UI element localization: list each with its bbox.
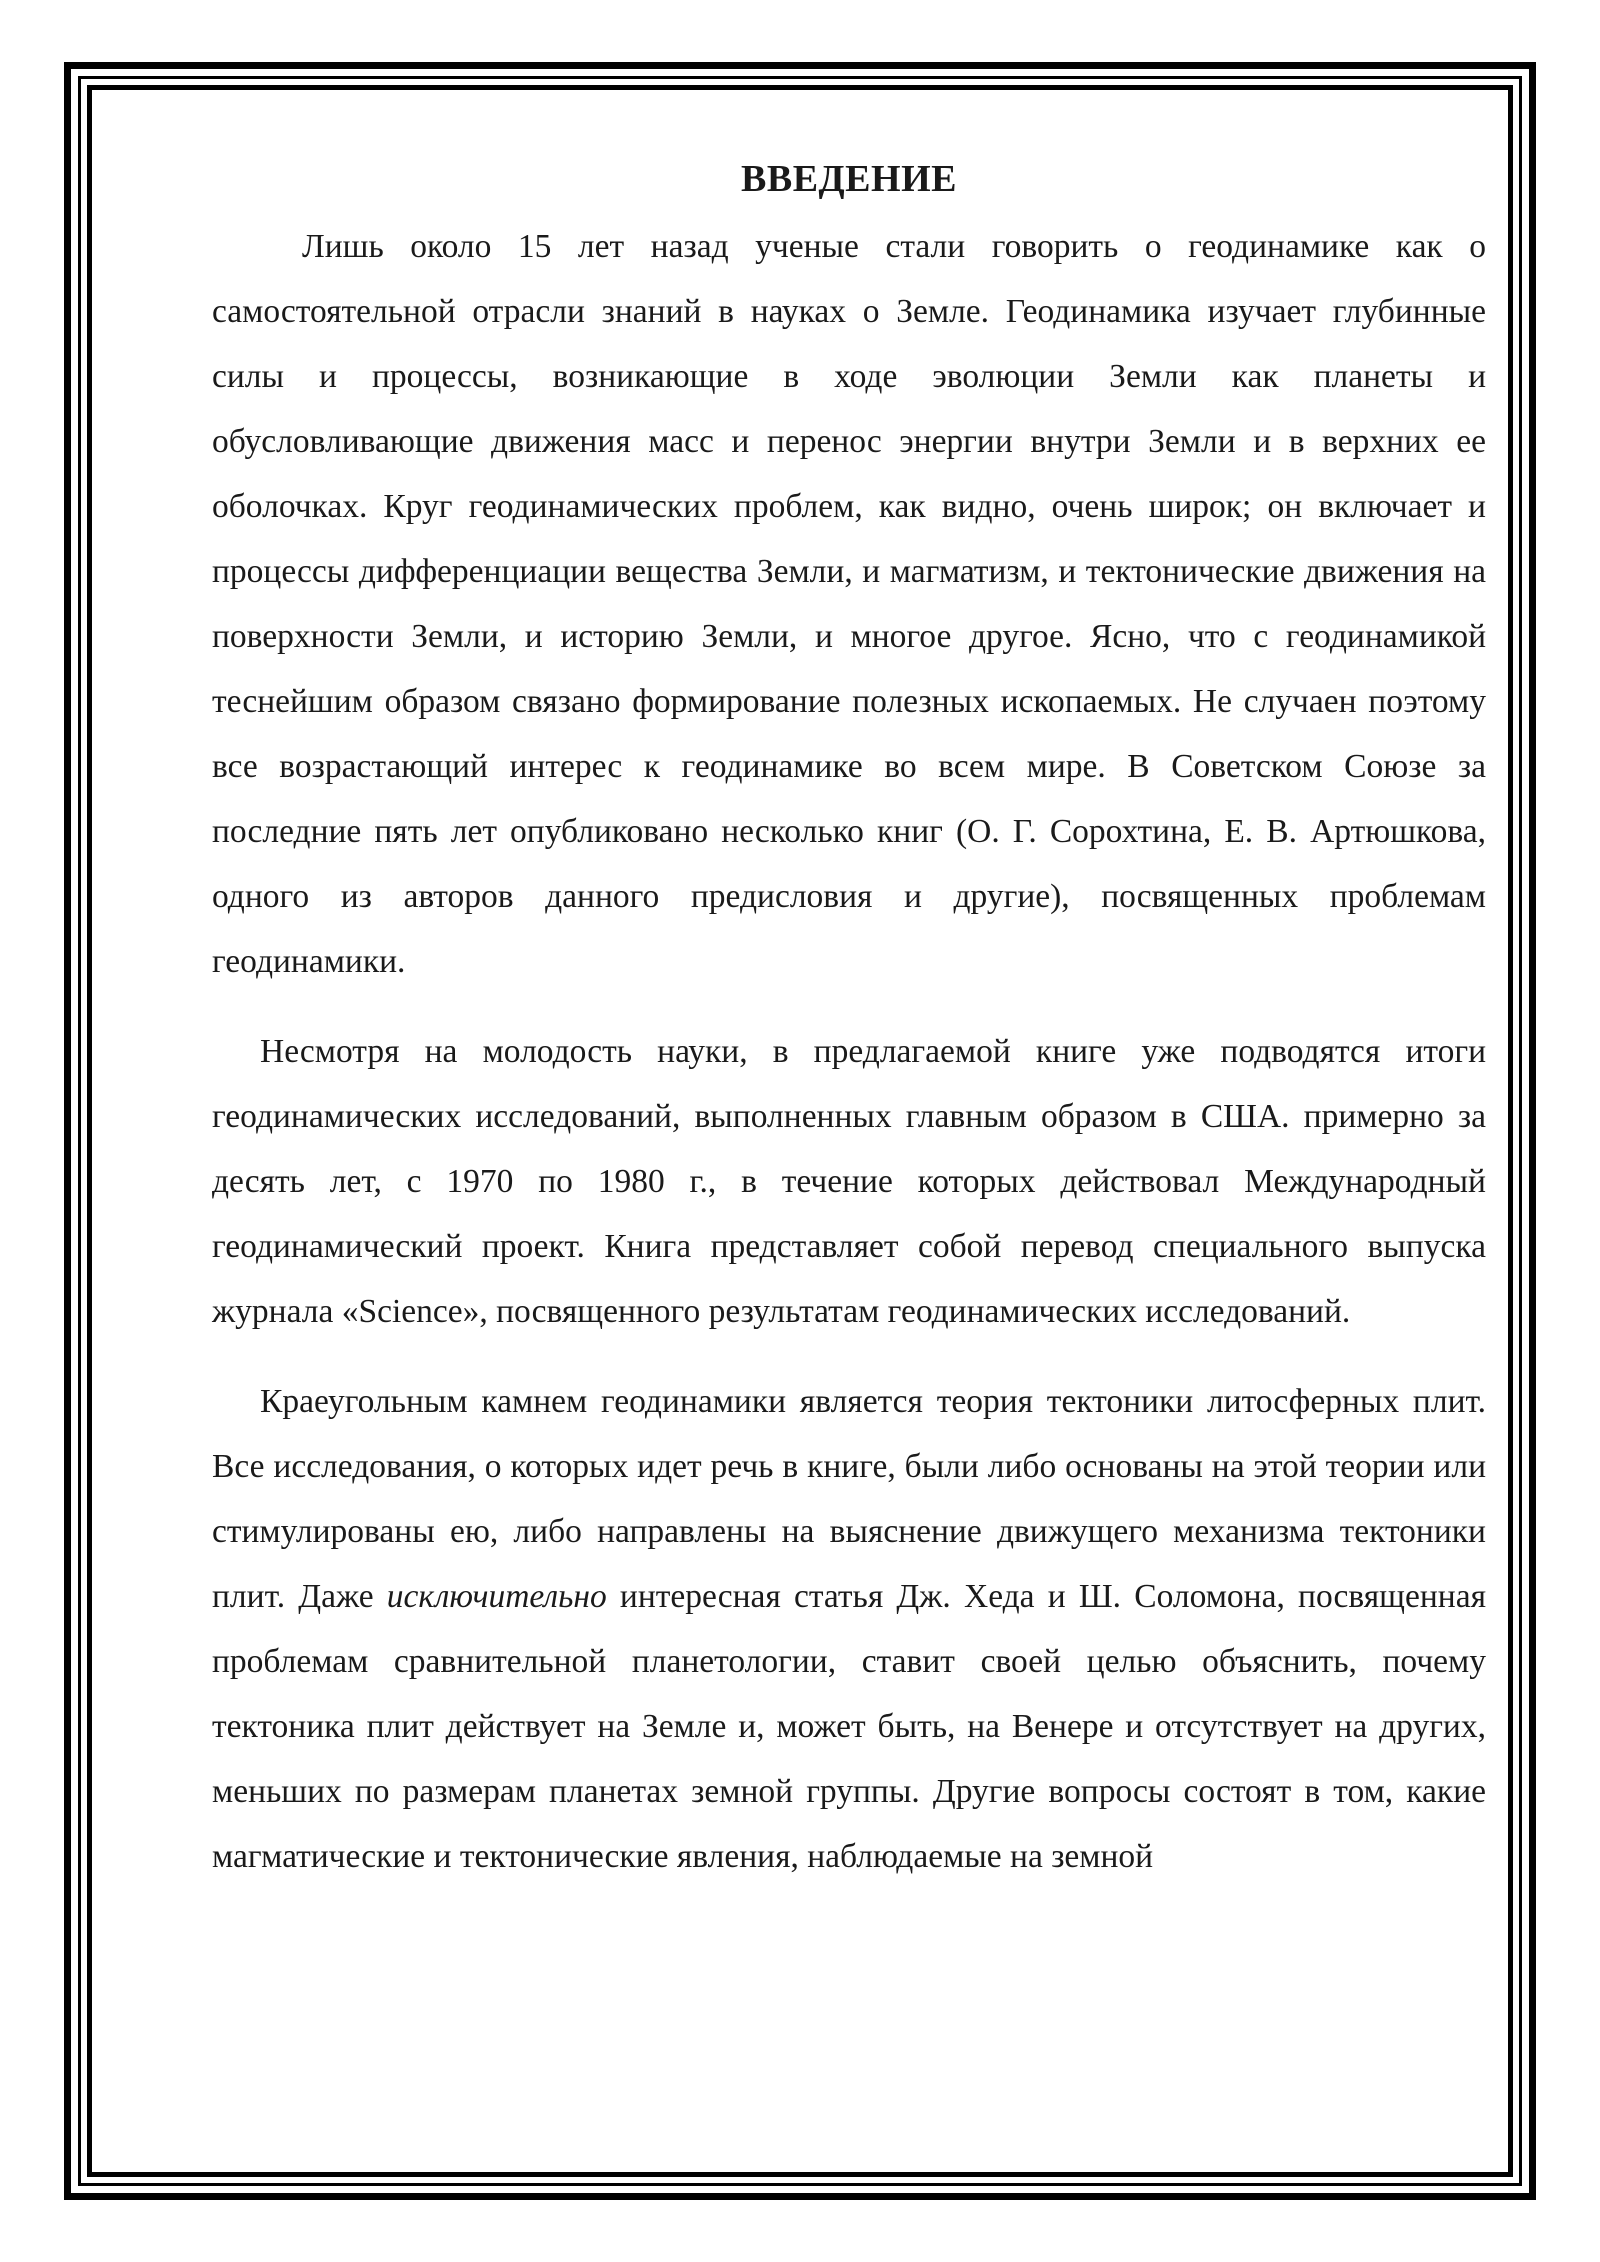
paragraph-1: Лишь около 15 лет назад ученые стали говорить о геодинамике как о самостоятельной отрасли знаний в науках о Земле. Геодинамика изучает глубинные силы и процессы, возникающие в ходе эволюции Земли как планеты и обусловливающие движения масс и перенос энергии внутри Земли и в верхних ее оболочках. Круг геодинамических проблем, как видно, очень широк; он включает и процессы дифференциации вещества Земли, и магматизм, и тектонические движения на поверхности Земли, и историю Земли, и многое другое. Ясно, что с геодинамикой теснейшим образом связано формирование полезных ископаемых. Не случаен поэтому все возрастающий интерес к геодинамике во всем мире. В Советском Союзе за последние пять лет опубликовано несколько книг (О. Г. Сорохтина, Е. В. Артюшкова, одного из авторов данного предисловия и другие), посвященных проблемам геодинамики. [212,228,1486,980]
paragraph-3-italic-word: исключительно [386,1578,607,1615]
paragraph-3-text-before: Краеугольным камнем геодинамики является теория тектоники литосферных плит. Все исследования, о которых идет речь в книге, были либо основаны на этой теории или стимулированы ею, либо направлены на выяснение движущего механизма тектоники плит. Даже [212,1383,1486,1615]
document-body [212,150,1486,1889]
paragraph-3-text-after: интересная статья Дж. Хеда и Ш. Соломона, посвященная проблемам сравнительной планетологии, ставит своей целью объяснить, почему тектоника плит действует на Земле и, может быть, на Венере и отсутствует на других, меньших по размерам планетах земной группы. Другие вопросы состоят в том, какие магматические и тектонические явления, наблюдаемые на земной [212,1578,1486,1875]
paragraph-3 [212,1369,1486,1889]
paragraph-2: Несмотря на молодость науки, в предлагаемой книге уже подводятся итоги геодинамических исследований, выполненных главным образом в США. примерно за десять лет, с 1970 по 1980 г., в течение которых действовал Международный геодинамический проект. Книга представляет собой перевод специального выпуска журнала «Science», посвященного результатам геодинамических исследований. [212,1033,1486,1330]
page-title: ВВЕДЕНИЕ [741,158,957,200]
